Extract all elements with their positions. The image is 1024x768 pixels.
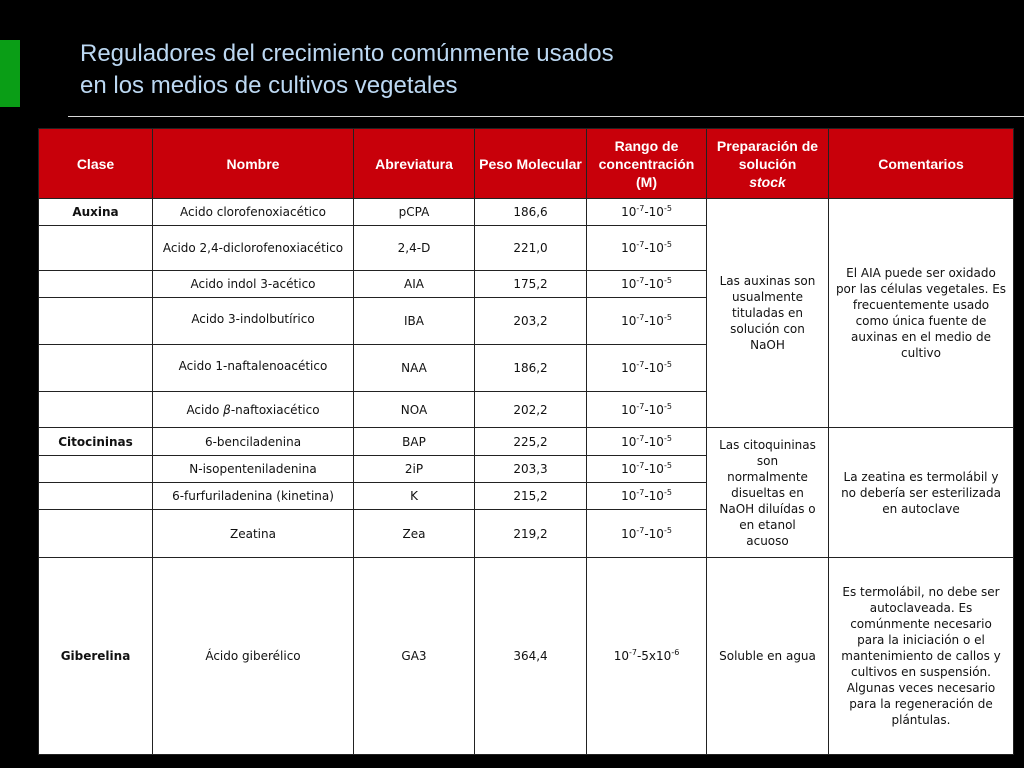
range-separator: -10: [644, 205, 664, 219]
range-separator: -5x10: [636, 649, 672, 663]
table-row: [39, 428, 1014, 456]
table-row: [39, 558, 1014, 755]
range-base: 10: [621, 402, 637, 417]
range-exponent: -7: [628, 648, 637, 657]
cell-abreviatura: NAA: [354, 345, 475, 392]
range-base: 10: [621, 489, 637, 503]
cell-peso: 203,2: [475, 298, 587, 345]
cell-rango: [587, 392, 707, 428]
cell-peso: 186,2: [475, 345, 587, 392]
table-row: [39, 199, 1014, 226]
range-separator: -10: [644, 462, 664, 476]
cell-peso: 186,6: [475, 199, 587, 226]
header-clase: Clase: [39, 129, 153, 199]
cell-peso: 202,2: [475, 392, 587, 428]
cell-clase: [39, 456, 153, 483]
cell-rango: [587, 558, 707, 755]
cell-clase: [39, 345, 153, 392]
cell-nombre: Acido 2,4-diclorofenoxiacético: [153, 226, 354, 271]
range-separator: -10: [644, 241, 664, 255]
cell-clase: [39, 271, 153, 298]
range-separator: -10: [644, 526, 664, 541]
cell-abreviatura: 2,4-D: [354, 226, 475, 271]
range-separator: -10: [644, 314, 664, 328]
range-exponent: -5: [663, 204, 672, 213]
range-exponent: -5: [663, 401, 672, 411]
cell-nombre: Acido indol 3-acético: [153, 271, 354, 298]
range-base: 10: [621, 277, 637, 291]
cell-abreviatura: NOA: [354, 392, 475, 428]
cell-preparacion-giberelina: Soluble en agua: [707, 558, 829, 755]
cell-abreviatura: AIA: [354, 271, 475, 298]
cell-comentario-auxina: El AIA puede ser oxidado por las células vegetales. Es frecuentemente usado como única fuente de auxinas en el medio de cultivo: [829, 199, 1014, 428]
cell-clase: Citocininas: [39, 428, 153, 456]
cell-rango: [587, 456, 707, 483]
cell-clase: Giberelina: [39, 558, 153, 755]
cell-abreviatura: Zea: [354, 510, 475, 558]
header-preparacion: [707, 129, 829, 199]
range-separator: -10: [644, 402, 664, 417]
cell-nombre: Acido clorofenoxiacético: [153, 199, 354, 226]
cell-clase: [39, 298, 153, 345]
range-exponent: -5: [663, 240, 672, 249]
cell-peso: 219,2: [475, 510, 587, 558]
range-exponent: -7: [636, 204, 645, 213]
cell-peso: 225,2: [475, 428, 587, 456]
range-exponent: -5: [663, 433, 672, 443]
range-exponent: -5: [663, 313, 672, 322]
cell-preparacion-citocininas: Las citoquininas son normalmente disueltas en NaOH diluídas o en etanol acuoso: [707, 428, 829, 558]
cell-peso: 203,3: [475, 456, 587, 483]
cell-nombre: [153, 392, 354, 428]
cell-nombre: Zeatina: [153, 510, 354, 558]
range-exponent: -7: [636, 240, 645, 249]
range-exponent: -5: [663, 360, 672, 369]
cell-comentario-giberelina: Es termolábil, no debe ser autoclaveada. Es comúnmente necesario para la iniciación o el mantenimiento de callos y cultivos en suspensión. Algunas veces necesario para la regeneración de plántulas.: [829, 558, 1014, 755]
range-base: 10: [613, 649, 629, 663]
range-exponent: -5: [663, 488, 672, 497]
cell-rango: [587, 510, 707, 558]
range-exponent: -7: [636, 461, 645, 470]
cell-peso: 215,2: [475, 483, 587, 510]
cell-rango: [587, 345, 707, 392]
range-exponent: -6: [671, 648, 680, 657]
header-preparacion-text: Preparación de solución: [716, 137, 819, 172]
accent-bar: [0, 40, 20, 107]
nombre-pre: Acido: [186, 402, 224, 417]
cell-nombre: Acido 3-indolbutírico: [153, 298, 354, 345]
range-base: 10: [621, 314, 637, 328]
header-preparacion-stock: stock: [749, 173, 786, 190]
header-row: [39, 129, 1014, 199]
range-base: 10: [621, 434, 637, 449]
range-exponent: -7: [636, 525, 645, 535]
cell-abreviatura: 2iP: [354, 456, 475, 483]
range-exponent: -5: [663, 276, 672, 285]
cell-nombre: 6-furfuriladenina (kinetina): [153, 483, 354, 510]
slide-title: [80, 38, 614, 102]
range-separator: -10: [644, 277, 664, 291]
cell-abreviatura: K: [354, 483, 475, 510]
range-exponent: -7: [636, 313, 645, 322]
cell-rango: [587, 199, 707, 226]
header-rango: Rango de concentración (M): [587, 129, 707, 199]
cell-clase: [39, 510, 153, 558]
range-exponent: -7: [636, 276, 645, 285]
cell-nombre: N-isopenteniladenina: [153, 456, 354, 483]
title-line-1: Reguladores del crecimiento comúnmente usados: [80, 40, 614, 67]
cell-comentario-citocininas: La zeatina es termolábil y no debería ser esterilizada en autoclave: [829, 428, 1014, 558]
range-base: 10: [621, 462, 637, 476]
cell-clase: [39, 483, 153, 510]
cell-clase: [39, 392, 153, 428]
title-line-2: en los medios de cultivos vegetales: [80, 72, 458, 99]
cell-nombre: Ácido giberélico: [153, 558, 354, 755]
header-comentarios: Comentarios: [829, 129, 1014, 199]
cell-peso: 221,0: [475, 226, 587, 271]
range-exponent: -7: [636, 401, 645, 411]
cell-clase: Auxina: [39, 199, 153, 226]
cell-peso: 175,2: [475, 271, 587, 298]
cell-rango: [587, 483, 707, 510]
range-exponent: -7: [636, 433, 645, 443]
beta-symbol: β: [223, 402, 231, 417]
header-abreviatura: Abreviatura: [354, 129, 475, 199]
range-separator: -10: [644, 434, 664, 449]
cell-peso: 364,4: [475, 558, 587, 755]
cell-nombre: Acido 1-naftalenoacético: [153, 345, 354, 392]
cell-rango: [587, 298, 707, 345]
cell-clase: [39, 226, 153, 271]
cell-preparacion-auxina: Las auxinas son usualmente tituladas en solución con NaOH: [707, 199, 829, 428]
nombre-post: -naftoxiacético: [230, 402, 320, 417]
cell-rango: [587, 271, 707, 298]
range-separator: -10: [644, 361, 664, 375]
cell-abreviatura: BAP: [354, 428, 475, 456]
growth-regulators-table: [38, 128, 1014, 755]
range-base: 10: [621, 241, 637, 255]
range-base: 10: [621, 205, 637, 219]
cell-abreviatura: pCPA: [354, 199, 475, 226]
range-separator: -10: [644, 489, 664, 503]
cell-abreviatura: GA3: [354, 558, 475, 755]
cell-abreviatura: IBA: [354, 298, 475, 345]
cell-nombre: 6-benciladenina: [153, 428, 354, 456]
cell-rango: [587, 226, 707, 271]
header-nombre: Nombre: [153, 129, 354, 199]
range-base: 10: [621, 361, 637, 375]
title-divider: [68, 116, 1024, 117]
range-base: 10: [621, 526, 637, 541]
range-exponent: -5: [663, 525, 672, 535]
cell-rango: [587, 428, 707, 456]
header-peso-molecular: Peso Molecular: [475, 129, 587, 199]
range-exponent: -5: [663, 461, 672, 470]
range-exponent: -7: [636, 360, 645, 369]
range-exponent: -7: [636, 488, 645, 497]
